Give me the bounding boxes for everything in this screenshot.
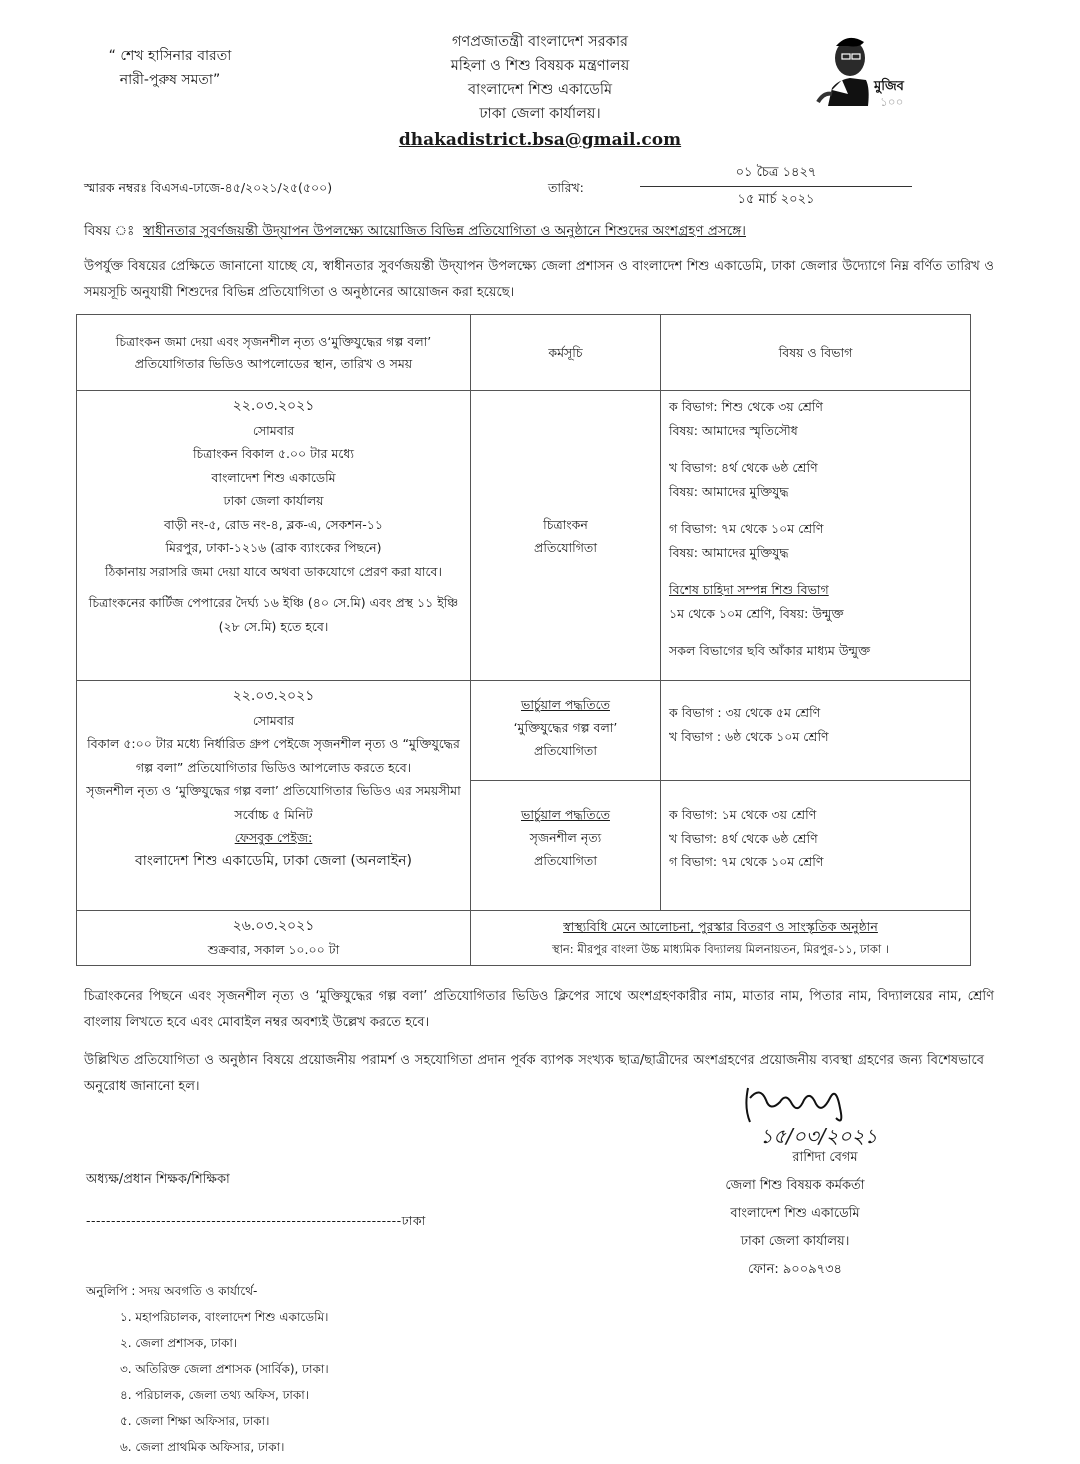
svg-text:মুজিব: মুজিব [874, 79, 904, 94]
drawing-division-a: ক বিভাগ: শিশু থেকে ৩য় শ্রেণি [669, 399, 823, 414]
letterhead-line-4: ঢাকা জেলা কার্যালয়। [479, 106, 601, 122]
cc-list [86, 1304, 329, 1460]
letterhead-line-3: বাংলাদেশ শিশু একাডেমি [467, 82, 613, 98]
intro-paragraph: উপর্যুক্ত বিষয়ের প্রেক্ষিতে জানানো যাচ্ছে যে, স্বাধীনতার সুবর্ণজয়ন্তী উদ্‌যাপন উপলক্ষ্যে জেলা প্রশাসন ও বাংলাদেশ শিশু একাডেমি, ঢাকা জেলার উদ্যোগে নিম্ন বর্ণিত তারিখ ও সময়সূচি অনুযায়ী শিশুদের বিভিন্ন প্রতিযোগিতা ও অনুষ্ঠানের আয়োজন করা হয়েছে। [84, 259, 994, 300]
ceremony-details-cell [471, 911, 971, 966]
subject [84, 220, 984, 243]
recipient-label: অধ্যক্ষ/প্রধান শিক্ষক/শিক্ষিকা [86, 1172, 230, 1187]
slogan-line-1: “ শেখ হাসিনার বারতা [108, 48, 232, 64]
video-line-1: বিকাল ৫:০০ টার মধ্যে নির্ধারিত গ্রুপ পেইজে সৃজনশীল নৃত্য ও “মুক্তিযুদ্ধের গল্প বলা” প্রতিযোগিতার ভিডিও আপলোড করতে হবে। [87, 736, 460, 775]
date-english: ১৫ মার্চ ২০২১ [737, 192, 815, 207]
signature-date: ১৫/০৩/২০২১ [760, 1124, 878, 1148]
signatory-name: রাশিদা বেগম [792, 1150, 858, 1165]
drawing-division-b: খ বিভাগ: ৪র্থ থেকে ৬ষ্ঠ শ্রেণি [669, 460, 818, 475]
slogan [70, 44, 270, 92]
drawing-division-c: গ বিভাগ: ৭ম থেকে ১০ম শ্রেণি [669, 521, 824, 536]
dance-method: ভার্চুয়াল পদ্ধতিতে [521, 807, 610, 822]
drawing-topic-a: বিষয়: আমাদের স্মৃতিসৌধ [669, 422, 798, 438]
story-program-cell [471, 681, 661, 781]
header-venue-date: চিত্রাংকন জমা দেয়া এবং সৃজনশীল নৃত্য ও‘মুক্তিযুদ্ধের গল্প বলা’ প্রতিযোগিতার ভিডিও আপলোডের স্থান, তারিখ ও সময় [77, 315, 471, 391]
letterhead [330, 30, 750, 126]
cc-label: অনুলিপি : সদয় অবগতি ও কার্যার্থে- [86, 1284, 258, 1298]
table-header-row [77, 315, 971, 391]
drawing-topic-c: বিষয়: আমাদের মুক্তিযুদ্ধ [669, 544, 789, 560]
ceremony-time: শুক্রবার, সকাল ১০.০০ টা [207, 942, 340, 957]
story-method: ভার্চুয়াল পদ্ধতিতে [521, 697, 610, 712]
story-divisions-cell [661, 681, 971, 781]
dance-division-c: গ বিভাগ: ৭ম থেকে ১০ম শ্রেণি [669, 854, 824, 869]
facebook-label: ফেসবুক পেইজ: [234, 830, 313, 845]
signatory-title: জেলা শিশু বিষয়ক কর্মকর্তা [725, 1178, 865, 1193]
subject-label: বিষয় ঃ [84, 223, 135, 239]
drawing-topic-b: বিষয়: আমাদের মুক্তিযুদ্ধ [669, 483, 789, 499]
video-line-2: সৃজনশীল নৃত্য ও ‘মুক্তিযুদ্ধের গল্প বলা’ প্রতিযোগিতার ভিডিও এর সময়সীমা সর্বোচ্চ ৫ মিনিট [86, 783, 461, 822]
drawing-line-4: বাড়ী নং-৫, রোড নং-৪, ব্লক-এ, সেকশন-১১ [164, 516, 383, 532]
schedule-table [76, 314, 971, 966]
dance-program-cell [471, 781, 661, 911]
facebook-page: বাংলাদেশ শিশু একাডেমি, ঢাকা জেলা (অনলাইন) [135, 852, 412, 869]
signatory-org: বাংলাদেশ শিশু একাডেমি [730, 1206, 860, 1221]
list-item: ২. জেলা প্রশাসক, ঢাকা। [120, 1336, 238, 1350]
instruction-paragraph: চিত্রাংকনের পিছনে এবং সৃজনশীল নৃত্য ও ‘মুক্তিযুদ্ধের গল্প বলা’ প্রতিযোগিতার ভিডিও ক্লিপের সাথে অংশগ্রহণকারীর নাম, মাতার নাম, পিতার নাম, বিদ্যালয়ের নাম, শ্রেণি বাংলায় লিখতে হবে এবং মোবাইল নম্বর অবশ্যই উল্লেখ করতে হবে। [84, 989, 994, 1030]
drawing-line-2: বাংলাদেশ শিশু একাডেমি [211, 469, 336, 485]
recipient-location: ঢাকা [401, 1213, 426, 1228]
recipient-address-line [86, 1213, 426, 1233]
cc-section [86, 1278, 329, 1460]
drawing-divisions-cell [661, 391, 971, 681]
date-divider [640, 186, 912, 187]
memo-number: স্মারক নম্বরঃ বিএসএ-ঢাজে-৪৫/২০২১/২৫(৫০০) [84, 180, 333, 195]
svg-text:১০০: ১০০ [880, 95, 904, 109]
table-row-drawing [77, 391, 971, 681]
dance-name: সৃজনশীল নৃত্য [529, 830, 602, 845]
drawing-line-1: চিত্রাংকন বিকাল ৫.০০ টার মধ্যে [192, 446, 355, 461]
list-item: ৬. জেলা প্রাথমিক অফিসার, ঢাকা। [120, 1440, 285, 1454]
address-dashes: --------------------------------------------------------------- [86, 1213, 402, 1228]
list-item: ১. মহাপরিচালক, বাংলাদেশ শিশু একাডেমি। [120, 1310, 329, 1324]
list-item: ৩. অতিরিক্ত জেলা প্রশাসক (সার্বিক), ঢাকা। [120, 1362, 329, 1376]
date-label: তারিখ: [548, 180, 584, 195]
dance-divisions-cell [661, 781, 971, 911]
office-email: dhakadistrict.bsa@gmail.com [398, 130, 682, 150]
list-item: ৫. জেলা শিক্ষা অফিসার, ঢাকা। [120, 1414, 270, 1428]
drawing-program-line-2: প্রতিযোগিতা [534, 539, 597, 555]
drawing-program-cell [471, 391, 661, 681]
story-kind: প্রতিযোগিতা [534, 743, 597, 758]
signatory-office: ঢাকা জেলা কার্যালয়। [740, 1234, 850, 1249]
request-paragraph: উল্লিখিত প্রতিযোগিতা ও অনুষ্ঠান বিষয়ে প্রয়োজনীয় পরামর্শ ও সহযোগিতা প্রদান পূর্বক ব্যাপক সংখ্যক ছাত্র/ছাত্রীদের অংশগ্রহণের প্রয়োজনীয় ব্যবস্থা গ্রহণের জন্য বিশেষভাবে অনুরোধ জানানো হল। [84, 1053, 984, 1094]
table-row-ceremony [77, 911, 971, 966]
video-date: ২২.০৩.২০২১ [232, 688, 315, 704]
paper-size-note: চিত্রাংকনের কার্টিজ পেপারের দৈর্ঘ্য ১৬ ইঞ্চি (৪০ সে.মি) এবং প্রস্থ ১১ ইঞ্চি (২৮ সে.মি) হতে হবে। [88, 595, 459, 634]
dance-kind: প্রতিযোগিতা [534, 853, 597, 868]
letterhead-line-2: মহিলা ও শিশু বিষয়ক মন্ত্রণালয় [450, 58, 630, 74]
date-bangla: ০১ চৈত্র ১৪২৭ [735, 165, 817, 180]
drawing-line-5: মিরপুর, ঢাকা-১২১৬ (ব্রাক ব্যাংকের পিছনে) [165, 540, 382, 555]
drawing-day: সোমবার [252, 422, 295, 438]
dance-division-a: ক বিভাগ: ১ম থেকে ৩য় শ্রেণি [669, 807, 817, 822]
special-needs-title: বিশেষ চাহিদা সম্পন্ন শিশু বিভাগ [669, 582, 829, 597]
list-item: ৪. পরিচালক, জেলা তথ্য অফিস, ঢাকা। [120, 1388, 310, 1402]
story-name: ‘মুক্তিযুদ্ধের গল্প বলা’ [513, 720, 618, 735]
drawing-date: ২২.০৩.২০২১ [232, 398, 315, 414]
mujib-100-portrait-icon [808, 28, 908, 110]
ceremony-date-cell [77, 911, 471, 966]
signatory-block [700, 1144, 890, 1284]
subject-text: স্বাধীনতার সুবর্ণজয়ন্তী উদ্‌যাপন উপলক্ষ্যে আয়োজিত বিভিন্ন প্রতিযোগিতা ও অনুষ্ঠানে শিশুদের অংশগ্রহণ প্রসঙ্গে। [142, 223, 746, 239]
ceremony-date: ২৬.০৩.২০২১ [232, 918, 315, 934]
slogan-line-2: নারী-পুরুষ সমতা” [119, 72, 221, 88]
drawing-line-3: ঢাকা জেলা কার্যালয় [223, 493, 324, 508]
handwritten-signature-icon [740, 1078, 860, 1128]
all-divisions-note: সকল বিভাগের ছবি আঁকার মাধ্যম উন্মুক্ত [669, 643, 871, 658]
header-topic-division: বিষয় ও বিভাগ [661, 315, 971, 391]
drawing-line-6: ঠিকানায় সরাসরি জমা দেয়া যাবে অথবা ডাকযোগে প্রেরণ করা যাবে। [105, 563, 442, 579]
drawing-program-line-1: চিত্রাংকন [543, 516, 588, 532]
table-row-story [77, 681, 971, 781]
story-division-a: ক বিভাগ : ৩য় থেকে ৫ম শ্রেণি [669, 705, 821, 720]
ceremony-venue: স্থান: মীরপুর বাংলা উচ্চ মাধ্যমিক বিদ্যালয় মিলনায়তন, মিরপুর-১১, ঢাকা । [551, 942, 890, 956]
signatory-phone: ফোন: ৯০০৯৭৩৪ [748, 1262, 842, 1277]
header-program: কর্মসূচি [471, 315, 661, 391]
story-division-b: খ বিভাগ : ৬ষ্ঠ থেকে ১০ম শ্রেণি [669, 728, 829, 744]
drawing-submission-cell [77, 391, 471, 681]
video-day: সোমবার [252, 712, 295, 728]
dance-division-b: খ বিভাগ: ৪র্থ থেকে ৬ষ্ঠ শ্রেণি [669, 830, 818, 846]
video-upload-cell [77, 681, 471, 911]
ceremony-event: স্বাস্থ্যবিধি মেনে আলোচনা, পুরস্কার বিতরণ ও সাংস্কৃতিক অনুষ্ঠান [563, 919, 878, 934]
special-needs-detail: ১ম থেকে ১০ম শ্রেণি, বিষয়: উন্মুক্ত [669, 605, 844, 621]
letterhead-line-1: গণপ্রজাতন্ত্রী বাংলাদেশ সরকার [451, 34, 628, 50]
